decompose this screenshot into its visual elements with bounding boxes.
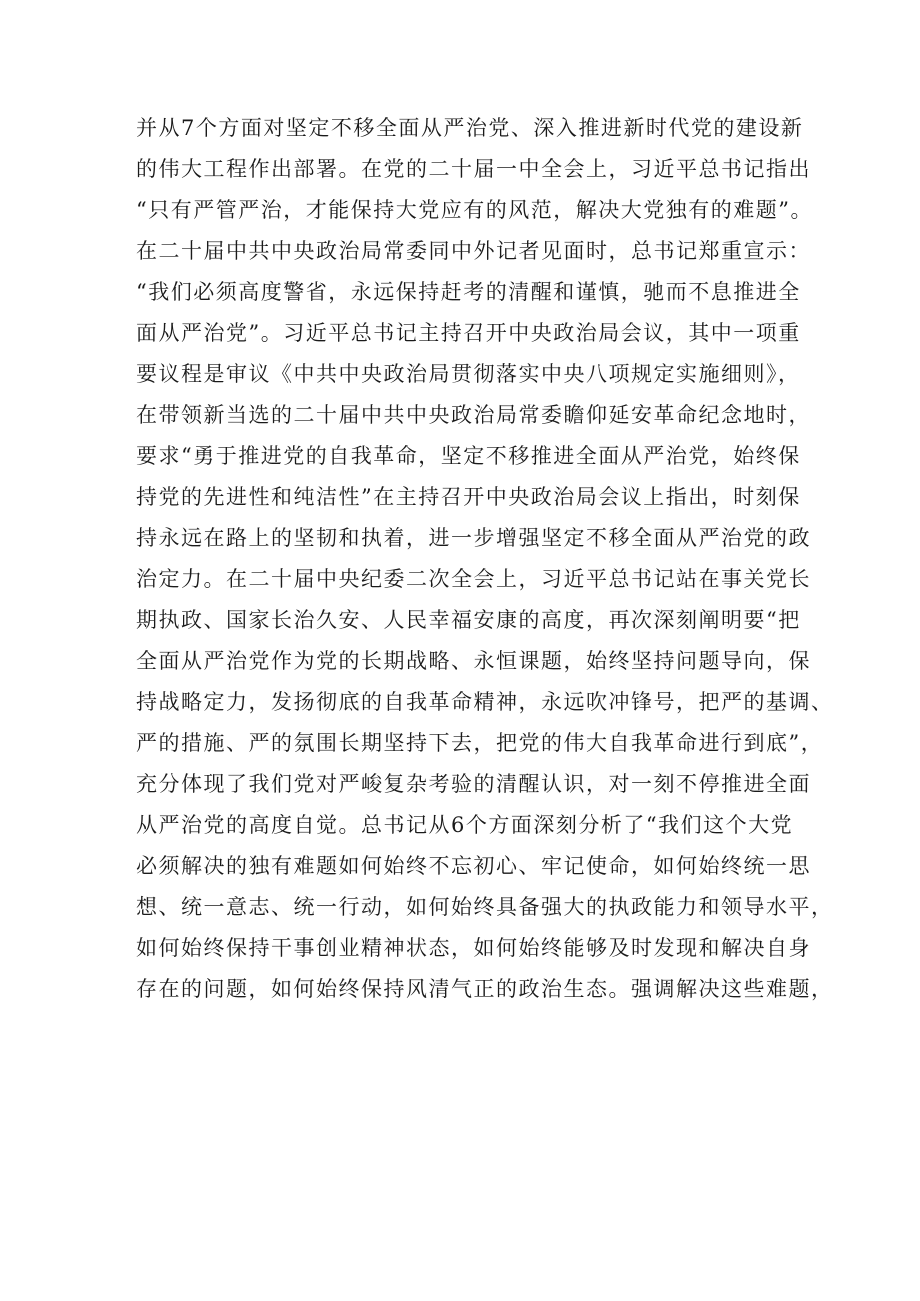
body-text bbox=[136, 108, 834, 1010]
text-line: 想、统一意志、统一行动，如何始终具备强大的执政能力和领导水平， bbox=[136, 895, 834, 919]
text-line: 要求“勇于推进党的自我革命，坚定不移推进全面从严治党，始终保 bbox=[136, 444, 801, 468]
text-line: 充分体现了我们党对严峻复杂考验的清醒认识，对一刻不停推进全面 bbox=[136, 772, 811, 796]
text-line: 的伟大工程作出部署。在党的二十届一中全会上，习近平总书记指出 bbox=[136, 157, 811, 181]
text-line: 必须解决的独有难题如何始终不忘初心、牢记使命，如何始终统一思 bbox=[136, 854, 811, 878]
text-line: 持党的先进性和纯洁性”在主持召开中央政治局会议上指出，时刻保 bbox=[136, 485, 801, 509]
text-line: 并从7个方面对坚定不移全面从严治党、深入推进新时代党的建设新 bbox=[136, 116, 804, 140]
text-line: 存在的问题，如何始终保持风清气正的政治生态。强调解决这些难题， bbox=[136, 977, 834, 1001]
text-line: 面从严治党”。习近平总书记主持召开中央政治局会议，其中一项重 bbox=[136, 321, 801, 345]
text-line: 如何始终保持干事创业精神状态，如何始终能够及时发现和解决自身 bbox=[136, 936, 811, 960]
text-line: 在二十届中共中央政治局常委同中外记者见面时，总书记郑重宣示： bbox=[136, 239, 811, 263]
text-line: 从严治党的高度自觉。总书记从6个方面深刻分析了“我们这个大党 bbox=[136, 813, 794, 837]
text-line: 持战略定力，发扬彻底的自我革命精神，永远吹冲锋号，把严的基调、 bbox=[136, 690, 834, 714]
text-line: 治定力。在二十届中央纪委二次全会上，习近平总书记站在事关党长 bbox=[136, 567, 811, 591]
text-line: 要议程是审议《中共中央政治局贯彻落实中央八项规定实施细则》， bbox=[136, 362, 801, 386]
text-line: 全面从严治党作为党的长期战略、永恒课题，始终坚持问题导向，保 bbox=[136, 649, 811, 673]
text-line: 期执政、国家长治久安、人民幸福安康的高度，再次深刻阐明要“把 bbox=[136, 608, 801, 632]
text-line: 在带领新当选的二十届中共中央政治局常委瞻仰延安革命纪念地时， bbox=[136, 403, 811, 427]
text-line: “我们必须高度警省，永远保持赶考的清醒和谨慎，驰而不息推进全 bbox=[136, 280, 801, 304]
text-line: 持永远在路上的坚韧和执着，进一步增强坚定不移全面从严治党的政 bbox=[136, 526, 811, 550]
text-line: 严的措施、严的氛围长期坚持下去，把党的伟大自我革命进行到底”， bbox=[136, 731, 824, 755]
text-line: “只有严管严治，才能保持大党应有的风范，解决大党独有的难题”。 bbox=[136, 198, 813, 222]
